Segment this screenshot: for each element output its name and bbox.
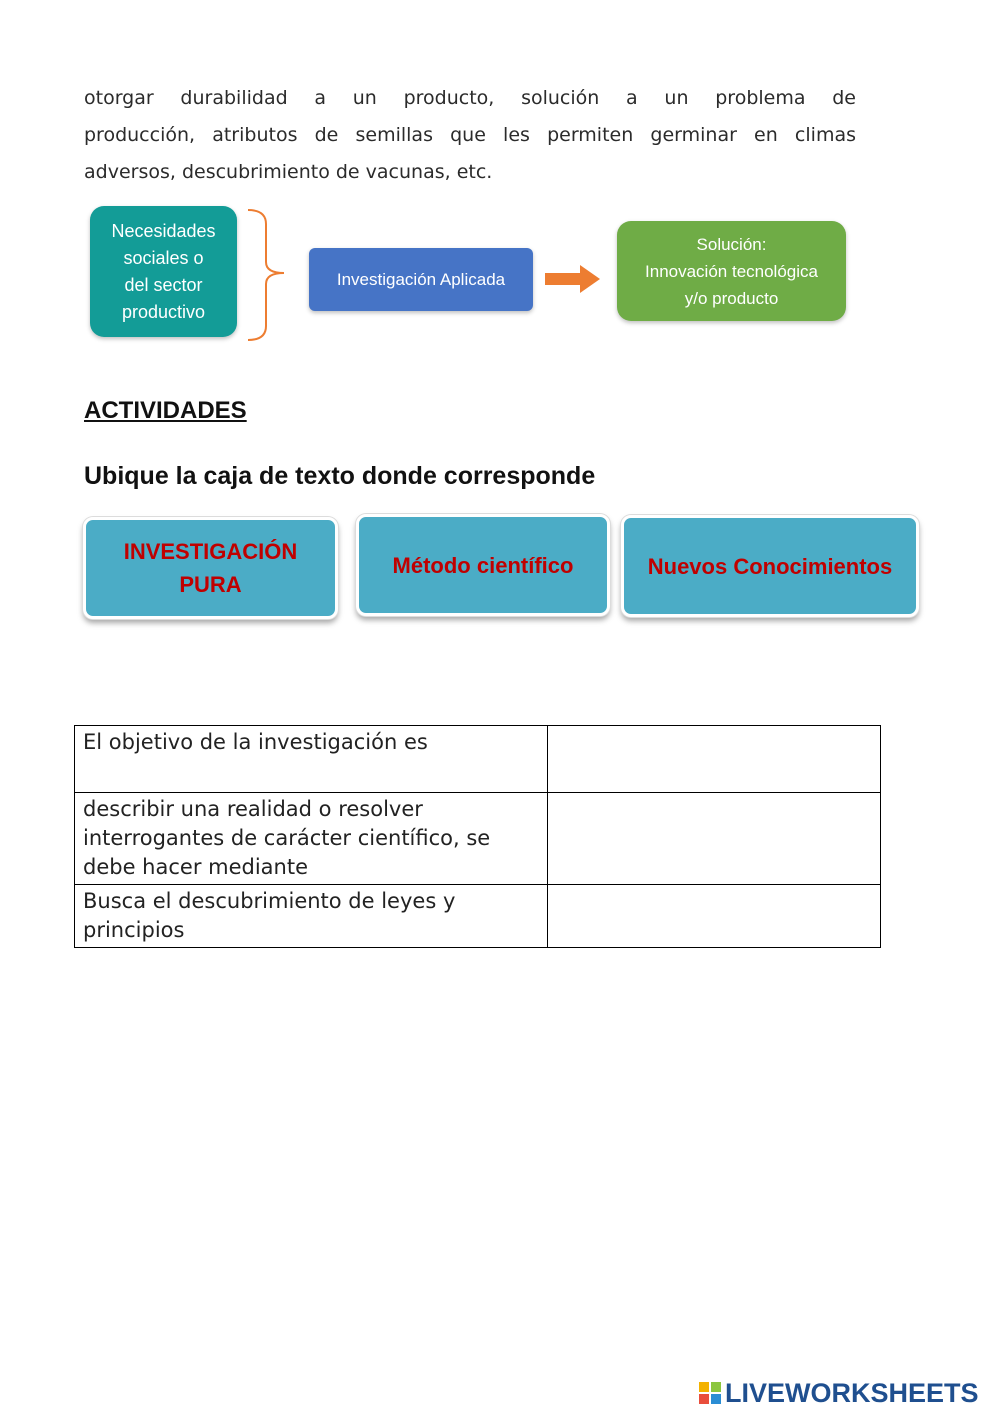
question-cell: describir una realidad o resolver interrogantes de carácter científico, se debe hacer mediante — [75, 793, 548, 885]
table-row — [75, 726, 881, 793]
intro-line: adversos, descubrimiento de vacunas, etc. — [84, 161, 493, 183]
applied-research-label: Investigación Aplicada — [336, 269, 506, 289]
intro-line: otorgar durabilidad a un producto, solución a un problema de — [84, 87, 856, 109]
needs-line: sociales o — [123, 247, 204, 268]
answer-drop-zone[interactable] — [548, 726, 881, 793]
table-row — [75, 793, 881, 885]
table-row — [75, 885, 881, 948]
solution-line: Innovación tecnológica — [645, 261, 818, 281]
card-line: Nuevos Conocimientos — [647, 553, 893, 579]
instruction-text: Ubique la caja de texto donde corresponde — [84, 462, 596, 490]
activities-heading: ACTIVIDADES — [84, 397, 247, 424]
needs-box — [90, 206, 237, 337]
applied-research-box — [309, 248, 533, 311]
needs-line: Necesidades — [111, 220, 216, 241]
card-line: Método científico — [392, 552, 574, 578]
solution-line: Solución: — [696, 234, 767, 254]
needs-line: del sector — [124, 274, 203, 295]
needs-line: productivo — [121, 301, 206, 322]
question-cell: El objetivo de la investigación es — [75, 726, 548, 793]
matching-table — [74, 725, 881, 948]
draggable-card-investigacion-pura[interactable] — [83, 517, 338, 619]
arrow-right-icon — [580, 265, 600, 293]
answer-drop-zone[interactable] — [548, 885, 881, 948]
solution-line: y/o producto — [684, 288, 779, 308]
brand-logo — [699, 1377, 979, 1409]
arrow-shaft — [545, 273, 581, 285]
answer-drop-zone[interactable] — [548, 793, 881, 885]
card-line: PURA — [179, 572, 242, 597]
question-cell: Busca el descubrimiento de leyes y principios — [75, 885, 548, 948]
draggable-card-metodo-cientifico[interactable] — [356, 514, 610, 616]
draggable-card-nuevos-conocimientos[interactable] — [621, 515, 919, 617]
intro-line: producción, atributos de semillas que les permiten germinar en climas — [84, 124, 856, 146]
intro-paragraph — [84, 80, 856, 191]
brace-icon — [248, 210, 284, 340]
liveworksheets-logo-icon — [699, 1382, 721, 1404]
brand-text: LIVEWORKSHEETS — [725, 1377, 979, 1408]
card-line: INVESTIGACIÓN — [123, 539, 298, 564]
solution-box — [617, 221, 846, 321]
